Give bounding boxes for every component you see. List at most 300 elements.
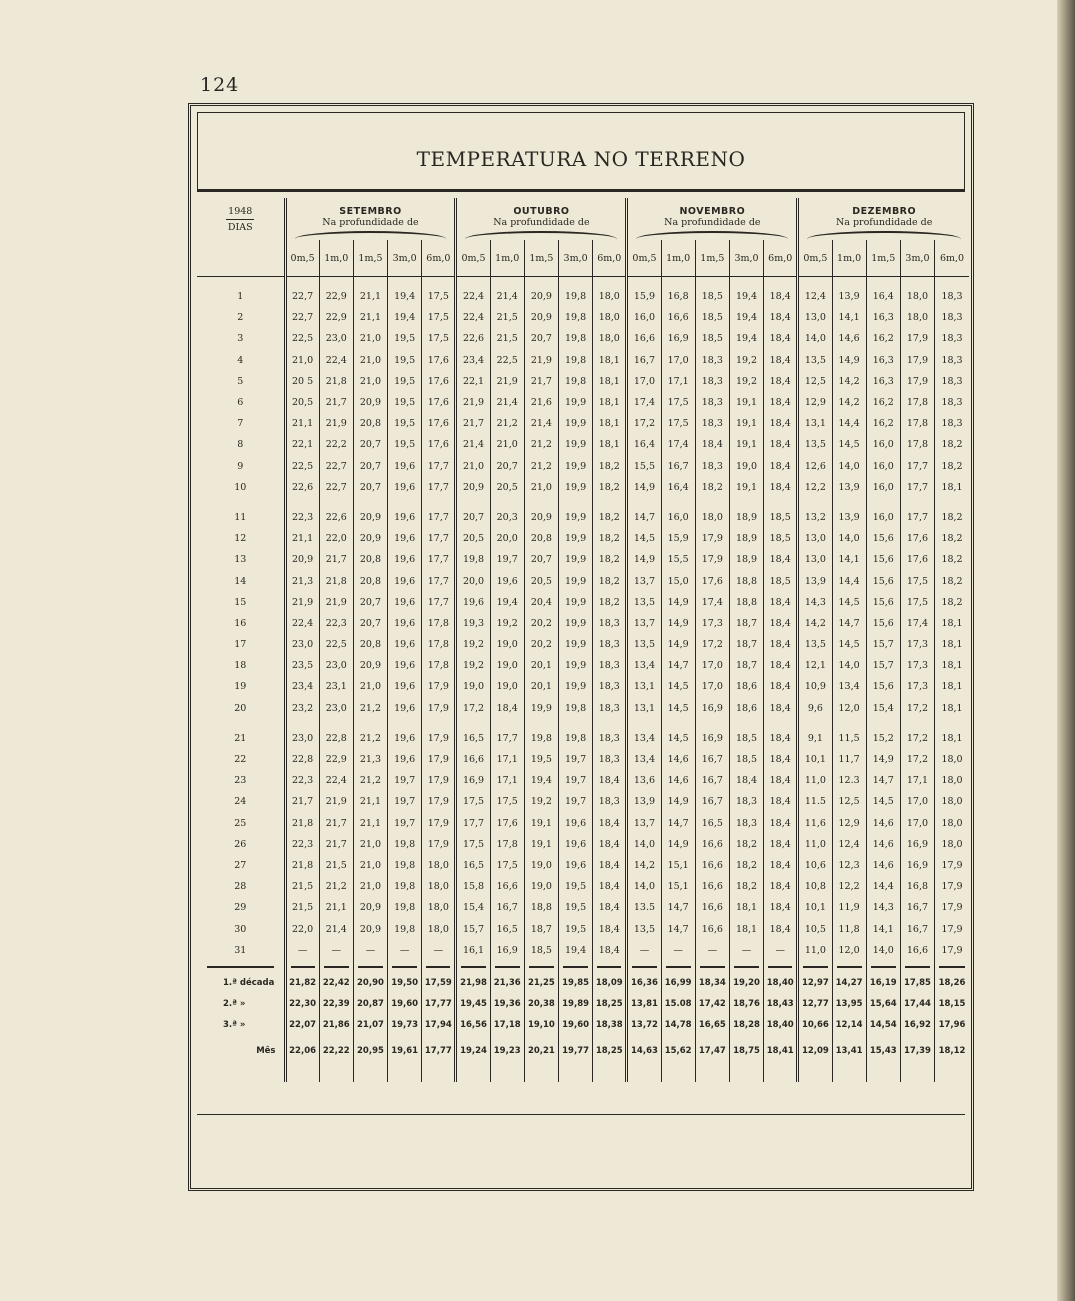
table-cell: 16,0 (866, 477, 900, 498)
table-row (197, 940, 969, 961)
table-cell: 21,2 (524, 434, 558, 455)
gap-cell (900, 498, 934, 507)
table-cell: 21,7 (319, 834, 353, 855)
table-cell: 16,6 (695, 897, 729, 918)
table-cell: 13,9 (627, 791, 661, 812)
days-label: DIAS (227, 221, 253, 233)
table-cell: 16,4 (866, 286, 900, 307)
table-cell: 18,1 (935, 634, 969, 655)
table-cell: 19,5 (388, 328, 422, 349)
table-cell: — (627, 940, 661, 961)
table-cell: 17,2 (695, 634, 729, 655)
table-cell: 20,7 (456, 507, 490, 528)
filler-cell (319, 1066, 353, 1082)
table-cell: 16,7 (900, 897, 934, 918)
table-row (197, 413, 969, 434)
table-cell: 13.5 (627, 897, 661, 918)
table-cell: 19,9 (524, 698, 558, 719)
table-cell: 12,0 (832, 940, 866, 961)
table-cell: 20 5 (285, 371, 319, 392)
table-cell: 19,1 (729, 477, 763, 498)
table-cell: 12,6 (798, 456, 832, 477)
table-cell: 10,1 (798, 749, 832, 770)
table-cell: 12,2 (832, 876, 866, 897)
summary-cell: 17,42 (695, 994, 729, 1015)
table-cell: 18,4 (593, 918, 627, 939)
table-cell: 16,0 (866, 434, 900, 455)
summary-cell: 18,76 (729, 994, 763, 1015)
table-row (197, 855, 969, 876)
table-cell: 21,1 (353, 791, 387, 812)
table-cell: 14,0 (627, 834, 661, 855)
table-cell: 23,1 (319, 676, 353, 697)
table-cell: 18,9 (729, 528, 763, 549)
table-cell: 17,5 (900, 592, 934, 613)
day-number: 26 (234, 838, 247, 850)
table-cell: 14,3 (798, 592, 832, 613)
table-cell: 19,6 (559, 834, 593, 855)
table-cell: 16,6 (490, 876, 524, 897)
table-cell: 18,0 (593, 286, 627, 307)
table-cell: 18,4 (764, 477, 798, 498)
separator-cell (524, 961, 558, 973)
table-cell: 18,7 (729, 655, 763, 676)
table-cell: 18,0 (422, 918, 456, 939)
table-cell: 17,0 (695, 676, 729, 697)
table-cell: 18,5 (729, 728, 763, 749)
table-cell: 15,4 (866, 698, 900, 719)
table-cell: 14,4 (866, 876, 900, 897)
table-cell: 19,8 (559, 328, 593, 349)
table-cell: 17,3 (695, 613, 729, 634)
table-cell: 13,6 (627, 770, 661, 791)
summary-cell: 17,96 (935, 1015, 969, 1036)
month-total-cell: 17,47 (695, 1036, 729, 1066)
table-cell: 18,4 (764, 791, 798, 812)
table-cell: 19,8 (388, 876, 422, 897)
table-cell: 18,2 (593, 477, 627, 498)
table-cell: 14,5 (866, 791, 900, 812)
brace-mark (798, 230, 969, 240)
table-cell: 18,0 (900, 307, 934, 328)
table-cell: 9,6 (798, 698, 832, 719)
gap-cell (388, 277, 422, 287)
table-cell: 21,0 (353, 834, 387, 855)
table-row (197, 570, 969, 591)
table-cell: 17,7 (490, 728, 524, 749)
table-cell: 19,0 (490, 655, 524, 676)
table-cell: 15,5 (661, 549, 695, 570)
table-cell: 13,7 (627, 613, 661, 634)
gap-cell (490, 719, 524, 728)
table-cell: 18,7 (729, 634, 763, 655)
filler-cell (695, 1066, 729, 1082)
separator-cell (866, 961, 900, 973)
day-number: 15 (234, 596, 247, 608)
table-cell: 17,3 (900, 676, 934, 697)
table-cell: 20,7 (353, 456, 387, 477)
depth-header: 1m,0 (661, 240, 695, 277)
table-cell: 19,9 (559, 676, 593, 697)
table-cell: 21,5 (285, 897, 319, 918)
table-cell: 17,9 (422, 728, 456, 749)
table-cell: 23,0 (319, 698, 353, 719)
day-number: 25 (234, 817, 247, 829)
day-number: 5 (237, 375, 244, 387)
table-cell: 20,8 (353, 634, 387, 655)
table-cell: 18,6 (729, 698, 763, 719)
table-cell: 18,4 (695, 434, 729, 455)
gap-cell (935, 498, 969, 507)
filler-cell (729, 1066, 763, 1082)
day-number: 23 (234, 775, 247, 787)
gap-cell (490, 498, 524, 507)
table-cell: 19,5 (559, 897, 593, 918)
table-cell: 16,0 (661, 507, 695, 528)
table-cell: 19,8 (559, 698, 593, 719)
gap-cell (559, 498, 593, 507)
table-cell: 14,9 (832, 350, 866, 371)
day-number: 27 (234, 859, 247, 871)
table-cell: 19,6 (388, 592, 422, 613)
table-cell: 21,3 (353, 749, 387, 770)
table-cell: 14,9 (661, 592, 695, 613)
book-edge-shadow (1057, 0, 1075, 1301)
table-row (197, 477, 969, 498)
table-cell: 19,0 (456, 676, 490, 697)
table-cell: 17,2 (900, 749, 934, 770)
month-total-cell: 18,12 (935, 1036, 969, 1066)
table-cell: 21,2 (353, 728, 387, 749)
table-cell: 19,9 (559, 613, 593, 634)
table-cell: 17,5 (661, 413, 695, 434)
table-cell: 22,4 (319, 770, 353, 791)
table-cell: 19,1 (729, 413, 763, 434)
table-cell: 20,5 (490, 477, 524, 498)
summary-cell: 18,38 (593, 1015, 627, 1036)
gap-cell (661, 719, 695, 728)
separator-cell (695, 961, 729, 973)
summary-cell: 19,60 (559, 1015, 593, 1036)
table-cell: 13,5 (627, 634, 661, 655)
table-cell: 21,4 (319, 918, 353, 939)
table-cell: 14,5 (832, 592, 866, 613)
table-cell: 18,2 (935, 592, 969, 613)
table-row (197, 371, 969, 392)
month-total-cell: 14,63 (627, 1036, 661, 1066)
table-cell: 14,3 (866, 897, 900, 918)
table-cell: 19,6 (388, 456, 422, 477)
table-cell: 18,9 (729, 549, 763, 570)
table-cell: 22,8 (285, 749, 319, 770)
brace-mark (285, 230, 456, 240)
table-cell: 20,2 (524, 634, 558, 655)
table-cell: 17,9 (935, 918, 969, 939)
day-number: 17 (234, 639, 247, 651)
table-cell: 16,6 (456, 749, 490, 770)
table-cell: 17,9 (422, 770, 456, 791)
table-cell: 13,5 (627, 918, 661, 939)
summary-cell: 15,64 (866, 994, 900, 1015)
separator-cell (388, 961, 422, 973)
day-number: 18 (234, 660, 247, 672)
summary-cell: 14,54 (866, 1015, 900, 1036)
table-cell: 19,6 (559, 855, 593, 876)
table-cell: 19,9 (559, 655, 593, 676)
table-cell: 14,1 (866, 918, 900, 939)
gap-cell (593, 498, 627, 507)
table-cell: 19,8 (559, 728, 593, 749)
table-cell: 11,0 (798, 940, 832, 961)
table-cell: 22,0 (319, 528, 353, 549)
table-cell: 19,5 (559, 918, 593, 939)
table-cell: 11,6 (798, 813, 832, 834)
table-cell: 18,4 (764, 456, 798, 477)
table-cell: 18,0 (422, 876, 456, 897)
table-cell: 20,0 (456, 570, 490, 591)
table-cell: 16,6 (627, 328, 661, 349)
table-row (197, 286, 969, 307)
summary-cell: 17,59 (422, 973, 456, 994)
table-cell: 19,1 (729, 434, 763, 455)
day-number: 9 (237, 460, 244, 472)
table-cell: 19,5 (388, 392, 422, 413)
table-cell: 17,7 (422, 592, 456, 613)
summary-cell: 18,28 (729, 1015, 763, 1036)
table-cell: 17,7 (422, 477, 456, 498)
table-cell: 18,3 (695, 350, 729, 371)
table-cell: 20,7 (353, 613, 387, 634)
table-cell: 18,3 (695, 392, 729, 413)
table-cell: 18,3 (593, 728, 627, 749)
month-total-cell: 20,95 (353, 1036, 387, 1066)
table-cell: 14,9 (627, 477, 661, 498)
table-cell: 15,6 (866, 676, 900, 697)
table-cell: 22,4 (456, 286, 490, 307)
table-cell: 19,5 (524, 749, 558, 770)
table-cell: 18,4 (593, 855, 627, 876)
depth-header: 1m,5 (353, 240, 387, 277)
table-cell: 18,1 (729, 897, 763, 918)
table-cell: 17,7 (900, 456, 934, 477)
table-cell: 16,6 (695, 855, 729, 876)
table-cell: 17,9 (935, 876, 969, 897)
table-cell: 16,9 (661, 328, 695, 349)
table-cell: 19,0 (729, 456, 763, 477)
table-cell: 16,9 (695, 728, 729, 749)
gap-cell (695, 719, 729, 728)
day-number: 30 (234, 923, 247, 935)
table-cell: 10,8 (798, 876, 832, 897)
gap-cell (524, 498, 558, 507)
table-cell: 19,2 (456, 655, 490, 676)
table-cell: 17,9 (422, 698, 456, 719)
gap-cell (832, 719, 866, 728)
table-cell: 14,5 (627, 528, 661, 549)
table-cell: 19,4 (729, 307, 763, 328)
table-cell: 21,9 (285, 592, 319, 613)
table-cell: 22,6 (285, 477, 319, 498)
table-cell: 18,2 (729, 876, 763, 897)
table-cell: 18,4 (490, 698, 524, 719)
table-cell: 18,4 (593, 897, 627, 918)
depth-header: 6m,0 (935, 240, 969, 277)
filler-cell (285, 1066, 319, 1082)
table-cell: 19,9 (559, 549, 593, 570)
table-cell: 18,4 (764, 592, 798, 613)
table-cell: 18,1 (593, 434, 627, 455)
table-cell: 18,1 (593, 413, 627, 434)
table-cell: 19,1 (524, 813, 558, 834)
table-cell: 19,2 (729, 371, 763, 392)
gap-cell (798, 719, 832, 728)
day-number: 16 (234, 617, 247, 629)
summary-cell: 20,90 (353, 973, 387, 994)
summary-cell: 18,15 (935, 994, 969, 1015)
table-cell: 19,2 (524, 791, 558, 812)
summary-cell: 18,40 (764, 973, 798, 994)
table-cell: 21,2 (353, 770, 387, 791)
month-total-cell: 20,21 (524, 1036, 558, 1066)
gap-cell (627, 719, 661, 728)
table-cell: 17,4 (661, 434, 695, 455)
table-cell: 13,4 (627, 728, 661, 749)
table-cell: 18,4 (764, 698, 798, 719)
table-cell: 19,8 (559, 350, 593, 371)
table-cell: 17,5 (490, 791, 524, 812)
table-cell: 17,6 (422, 371, 456, 392)
table-cell: 19,4 (490, 592, 524, 613)
table-cell: 21,1 (353, 286, 387, 307)
summary-cell: 19,89 (559, 994, 593, 1015)
table-cell: 18,3 (593, 634, 627, 655)
table-cell: 14,6 (661, 749, 695, 770)
table-cell: 13,1 (627, 676, 661, 697)
table-cell: 20,5 (456, 528, 490, 549)
table-cell: 19,5 (388, 434, 422, 455)
table-cell: 18,2 (593, 570, 627, 591)
table-cell: 19,6 (456, 592, 490, 613)
table-row (197, 528, 969, 549)
day-number: 14 (234, 575, 247, 587)
month-total-cell: 22,06 (285, 1036, 319, 1066)
gap-cell (353, 719, 387, 728)
table-cell: 19,8 (524, 728, 558, 749)
table-cell: 18,4 (764, 371, 798, 392)
table-cell: 18,4 (764, 634, 798, 655)
table-cell: 17,5 (661, 392, 695, 413)
filler-cell (456, 1066, 490, 1082)
summary-cell: 18,09 (593, 973, 627, 994)
table-cell: 18,0 (422, 897, 456, 918)
day-number: 29 (234, 902, 247, 914)
table-cell: 18,1 (593, 350, 627, 371)
table-cell: 18,4 (764, 328, 798, 349)
separator-cell (353, 961, 387, 973)
table-cell: 21,2 (353, 698, 387, 719)
table-cell: 15,6 (866, 570, 900, 591)
table-cell: 17,0 (661, 350, 695, 371)
summary-cell: 22,07 (285, 1015, 319, 1036)
table-cell: 19,6 (490, 570, 524, 591)
depth-header: 3m,0 (559, 240, 593, 277)
table-cell: 16,2 (866, 392, 900, 413)
gap-cell (627, 277, 661, 287)
table-cell: 18,3 (593, 749, 627, 770)
gap-cell (900, 277, 934, 287)
table-cell: 19,6 (388, 728, 422, 749)
table-cell: 19,7 (559, 749, 593, 770)
month-total-cell: 19,23 (490, 1036, 524, 1066)
table-cell: 22,4 (456, 307, 490, 328)
separator-cell (661, 961, 695, 973)
table-cell: 14,9 (661, 834, 695, 855)
table-cell: 21,9 (456, 392, 490, 413)
filler-cell (661, 1066, 695, 1082)
table-cell: 21,4 (490, 286, 524, 307)
table-cell: — (353, 940, 387, 961)
table-cell: 12,9 (798, 392, 832, 413)
summary-cell: 16,19 (866, 973, 900, 994)
table-cell: 13,1 (798, 413, 832, 434)
table-cell: 22,7 (319, 477, 353, 498)
table-cell: 11,0 (798, 834, 832, 855)
table-cell: 16,5 (490, 918, 524, 939)
table-cell: 18,2 (935, 570, 969, 591)
month-total-cell: 22,22 (319, 1036, 353, 1066)
table-cell: 13,7 (627, 570, 661, 591)
table-cell: 21,2 (490, 413, 524, 434)
separator-cell (197, 961, 285, 973)
table-cell: 19,8 (559, 307, 593, 328)
table-cell: — (422, 940, 456, 961)
table-cell: 20,9 (285, 549, 319, 570)
table-cell: 18,0 (935, 770, 969, 791)
depth-header: 0m,5 (285, 240, 319, 277)
table-cell: 18,4 (764, 834, 798, 855)
table-cell: 16,5 (456, 855, 490, 876)
table-cell: 18,3 (935, 328, 969, 349)
table-cell: 17,9 (900, 371, 934, 392)
table-cell: 19,0 (490, 676, 524, 697)
table-cell: — (285, 940, 319, 961)
table-cell: 19,7 (490, 549, 524, 570)
table-cell: 18,4 (593, 834, 627, 855)
table-row (197, 634, 969, 655)
table-row (197, 918, 969, 939)
table-cell: 16,5 (456, 728, 490, 749)
table-cell: — (695, 940, 729, 961)
table-cell: 21,0 (353, 350, 387, 371)
month-total-cell: 18,25 (593, 1036, 627, 1066)
table-cell: 16,0 (866, 507, 900, 528)
table-cell: 19,5 (388, 371, 422, 392)
table-cell: 18,4 (593, 770, 627, 791)
table-cell: 18,0 (593, 307, 627, 328)
gap-cell (388, 498, 422, 507)
table-cell: 17,9 (695, 528, 729, 549)
table-cell: 20,5 (285, 392, 319, 413)
table-cell: 21,7 (319, 549, 353, 570)
gap-cell (353, 277, 387, 287)
table-cell: 20,8 (353, 549, 387, 570)
table-cell: 21,0 (353, 855, 387, 876)
day-number: 22 (234, 754, 247, 766)
depth-caption: Na profundidade de (798, 217, 969, 230)
filler-cell (490, 1066, 524, 1082)
table-cell: 19,4 (729, 286, 763, 307)
table-cell: 15,8 (456, 876, 490, 897)
